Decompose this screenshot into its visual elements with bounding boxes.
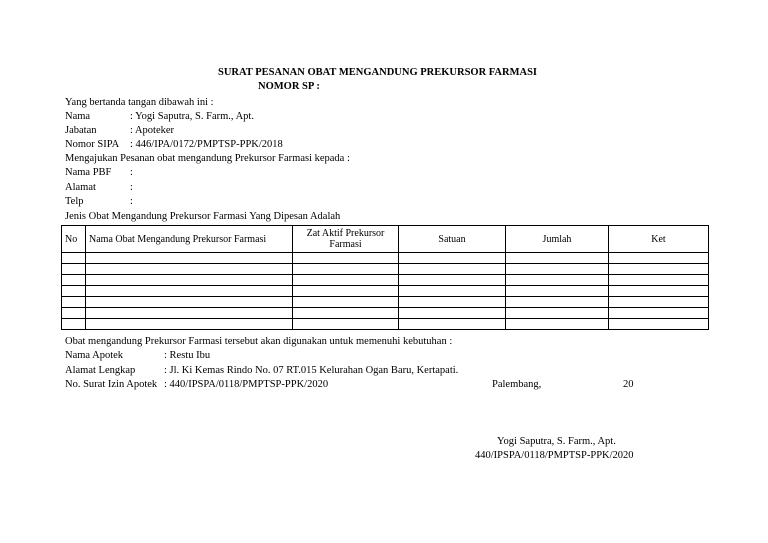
table-cell — [609, 319, 709, 330]
signature-number: 440/IPSPA/0118/PMPTSP-PPK/2020 — [475, 450, 634, 461]
col-header-no: No — [62, 226, 86, 253]
table-cell — [293, 286, 399, 297]
table-cell — [293, 275, 399, 286]
year-label: 20 — [623, 379, 634, 390]
signer-sipa-label: Nomor SIPA — [65, 139, 120, 150]
col-header-drug-name: Nama Obat Mengandung Prekursor Farmasi — [86, 226, 293, 253]
table-cell — [609, 297, 709, 308]
table-cell — [86, 286, 293, 297]
table-row — [62, 264, 709, 275]
request-text: Mengajukan Pesanan obat mengandung Prekursor Farmasi kepada : — [65, 153, 350, 164]
table-header-row — [62, 226, 709, 253]
table-cell — [293, 253, 399, 264]
pharmacy-permit-label: No. Surat Izin Apotek — [65, 379, 158, 390]
table-cell — [609, 275, 709, 286]
table-row — [62, 253, 709, 264]
table-cell — [609, 264, 709, 275]
table-cell — [62, 319, 86, 330]
signer-sipa-value: : 446/IPA/0172/PMPTSP-PPK/2018 — [130, 139, 283, 150]
table-cell — [506, 319, 609, 330]
table-cell — [399, 264, 506, 275]
table-cell — [399, 253, 506, 264]
pbf-address-label: Alamat — [65, 182, 96, 193]
table-cell — [506, 308, 609, 319]
table-cell — [399, 286, 506, 297]
pharmacy-name-value: : Restu Ibu — [164, 350, 211, 361]
document-title: SURAT PESANAN OBAT MENGANDUNG PREKURSOR FARMASI — [218, 67, 538, 78]
table-cell — [86, 275, 293, 286]
table-cell — [86, 297, 293, 308]
table-cell — [506, 297, 609, 308]
order-number: NOMOR SP : — [258, 81, 320, 92]
table-cell — [506, 264, 609, 275]
pbf-address-colon: : — [130, 182, 133, 193]
table-cell — [506, 253, 609, 264]
intro-text: Yang bertanda tangan dibawah ini : — [65, 97, 214, 108]
col-header-note: Ket — [609, 226, 709, 253]
table-cell — [399, 275, 506, 286]
table-row — [62, 286, 709, 297]
pharmacy-address-value: : Jl. Ki Kemas Rindo No. 07 RT.015 Kelurahan Ogan Baru, Kertapati. — [164, 365, 459, 376]
table-cell — [62, 253, 86, 264]
col-header-quantity: Jumlah — [506, 226, 609, 253]
table-cell — [293, 264, 399, 275]
order-table — [61, 225, 709, 330]
table-cell — [86, 308, 293, 319]
pharmacy-address-label: Alamat Lengkap — [65, 365, 136, 376]
pbf-name-label: Nama PBF — [65, 167, 112, 178]
pharmacy-name-label: Nama Apotek — [65, 350, 124, 361]
table-cell — [62, 286, 86, 297]
table-cell — [86, 319, 293, 330]
table-cell — [399, 297, 506, 308]
col-header-active-substance: Zat Aktif Prekursor Farmasi — [293, 226, 399, 253]
table-body — [62, 253, 709, 330]
table-cell — [506, 275, 609, 286]
table-cell — [609, 308, 709, 319]
table-cell — [62, 308, 86, 319]
table-cell — [609, 253, 709, 264]
table-row — [62, 297, 709, 308]
signer-name-value: : Yogi Saputra, S. Farm., Apt. — [130, 111, 254, 122]
pbf-phone-colon: : — [130, 196, 133, 207]
table-caption: Jenis Obat Mengandung Prekursor Farmasi Yang Dipesan Adalah — [65, 211, 341, 222]
signer-position-value: : Apoteker — [130, 125, 175, 136]
pbf-phone-label: Telp — [65, 196, 84, 207]
usage-text: Obat mengandung Prekursor Farmasi tersebut akan digunakan untuk memenuhi kebutuhan : — [65, 336, 453, 347]
pharmacy-permit-value: : 440/IPSPA/0118/PMPTSP-PPK/2020 — [164, 379, 329, 390]
signature-name: Yogi Saputra, S. Farm., Apt. — [497, 436, 616, 447]
table-cell — [293, 308, 399, 319]
table-cell — [62, 297, 86, 308]
table-cell — [86, 253, 293, 264]
table-cell — [609, 286, 709, 297]
signer-position-label: Jabatan — [65, 125, 97, 136]
table-cell — [399, 319, 506, 330]
table-cell — [62, 264, 86, 275]
table-row — [62, 319, 709, 330]
place-label: Palembang, — [492, 379, 542, 390]
table-cell — [399, 308, 506, 319]
table-cell — [506, 286, 609, 297]
table-cell — [86, 264, 293, 275]
table-row — [62, 275, 709, 286]
table-cell — [62, 275, 86, 286]
col-header-unit: Satuan — [399, 226, 506, 253]
table-row — [62, 308, 709, 319]
table-cell — [293, 319, 399, 330]
pbf-name-colon: : — [130, 167, 133, 178]
signer-name-label: Nama — [65, 111, 91, 122]
table-cell — [293, 297, 399, 308]
